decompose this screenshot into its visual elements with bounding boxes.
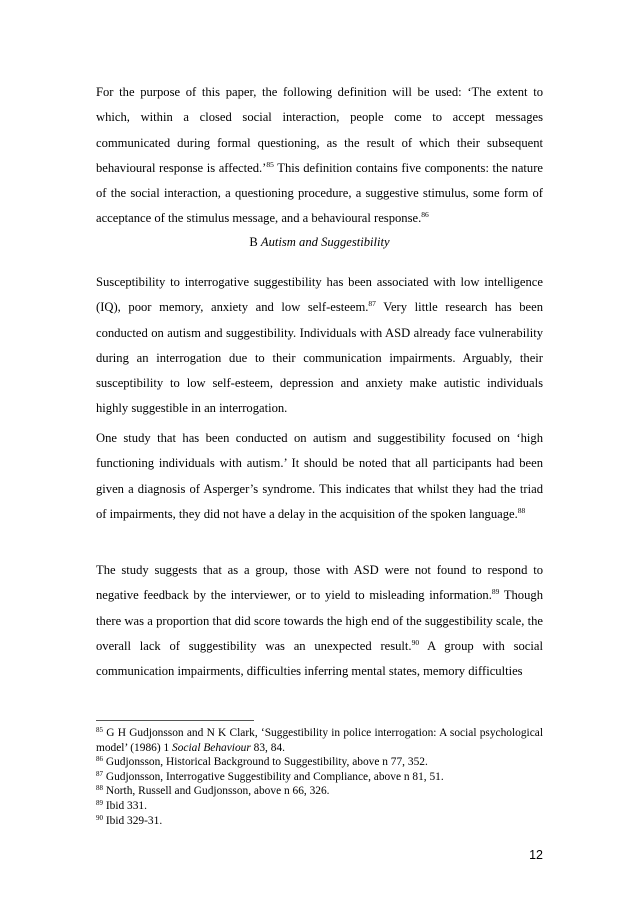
paragraph-text: The study suggests that as a group, those with ASD were not found to respond to negative feedback by the interviewer, or to yield to misleading information. (96, 563, 543, 603)
footnote-88 (96, 784, 543, 799)
paragraph-text: This definition contains five components: the nature of the social interaction, a questioning procedure, a suggestive stimulus, some form of acceptance of the stimulus message, and a behavioural response. (96, 160, 543, 226)
footnote-ref-90[interactable]: 90 (411, 637, 420, 647)
footnote-ref-88[interactable]: 88 (517, 505, 526, 515)
footnote-90 (96, 814, 543, 829)
footnote-text: North, Russell and Gudjonsson, above n 66, 326. (103, 785, 330, 798)
section-letter: B (249, 235, 261, 249)
footnote-separator (96, 720, 254, 721)
footnote-text: 83, 84. (250, 741, 285, 754)
paragraph-definition (96, 80, 543, 232)
footnote-text: Gudjonsson, Interrogative Suggestibility and Compliance, above n 81, 51. (103, 770, 444, 783)
paragraph-text: A group with social communication impairments, difficulties inferring mental states, memory difficulties (96, 638, 543, 679)
footnote-italic: Social Behaviour (172, 741, 251, 754)
footnote-89 (96, 799, 543, 814)
footnote-ref-86[interactable]: 86 (421, 210, 429, 220)
footnote-number: 89 (96, 798, 103, 807)
footnote-87 (96, 770, 543, 785)
paragraph-study (96, 426, 543, 527)
footnote-number: 86 (96, 755, 103, 764)
footnote-number: 88 (96, 784, 103, 793)
paragraph-text: One study that has been conducted on autism and suggestibility focused on ‘high functioning individuals with autism.’ It should be noted that all participants had been given a diagnosis of Asperger’s syndrome. This indicates that whilst they had the triad of impairments, they did not have a delay in the acquisition of the spoken language. (96, 431, 543, 521)
footnote-text: Ibid 331. (103, 799, 147, 812)
paragraph-text: Very little research has been conducted on autism and suggestibility. Individuals with ASD already face vulnerability during an interrogation due to their communication impairments. Arguably, their susceptibility to low self-esteem, depression and anxiety make autistic individuals highly suggestible in an interrogation. (96, 300, 543, 416)
page-number: 12 (529, 848, 543, 862)
footnote-number: 90 (96, 813, 103, 822)
paragraph-text: For the purpose of this paper, the following definition will be used: ‘The extent to which, within a closed social interaction, people come to accept messages communicated during formal questioning, as the result of which their subsequent behavioural response is affected.’ (96, 85, 543, 175)
paragraph-text: Though there was a proportion that did score towards the high end of the suggestibility scale, the overall lack of suggestibility was an unexpected result. (96, 588, 543, 653)
footnote-number: 85 (96, 726, 103, 734)
footnote-85 (96, 726, 543, 755)
section-title: Autism and Suggestibility (260, 235, 390, 249)
footnote-number: 87 (96, 769, 103, 778)
section-heading (96, 230, 543, 255)
footnote-text: G H Gudjonsson and N K Clark, ‘Suggestibility in police interrogation: A social psychological model’ (1986) 1 (96, 727, 543, 754)
paragraph-susceptibility (96, 270, 543, 422)
footnote-text: Gudjonsson, Historical Background to Suggestibility, above n 77, 352. (103, 756, 428, 769)
footnote-ref-87[interactable]: 87 (368, 299, 376, 309)
paragraph-findings (96, 558, 543, 684)
footnote-text: Ibid 329-31. (103, 814, 163, 827)
paragraph-text: Susceptibility to interrogative suggestibility has been associated with low intelligence (IQ), poor memory, anxiety and low self-esteem. (96, 275, 543, 315)
footnote-ref-85[interactable]: 85 (266, 159, 274, 169)
footnote-86 (96, 755, 543, 770)
footnote-ref-89[interactable]: 89 (491, 587, 500, 597)
footnotes (96, 726, 543, 828)
